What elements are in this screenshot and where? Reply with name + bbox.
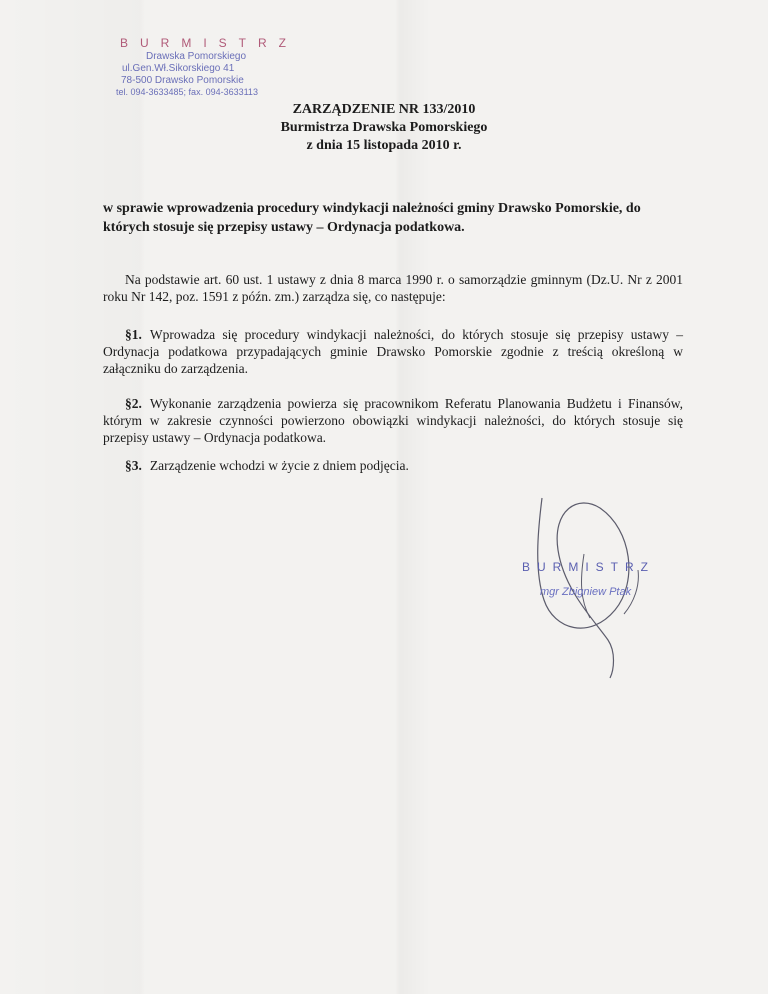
signature-stamp-title: BURMISTRZ bbox=[522, 560, 655, 574]
legal-basis-paragraph: Na podstawie art. 60 ust. 1 ustawy z dnia 8 marca 1990 r. o samorządzie gminnym (Dz.U. Nr z 2001 roku Nr 142, poz. 1591 z późn. zm.) zarządza się, co następuje: bbox=[103, 272, 683, 304]
paragraph-2-number: §2. bbox=[125, 396, 142, 411]
signature-block bbox=[520, 490, 700, 680]
document-issuer: Burmistrza Drawska Pomorskiego bbox=[280, 120, 488, 135]
paragraph-2-text: Wykonanie zarządzenia powierza się pracownikom Referatu Planowania Budżetu i Finansów, którym w zakresie czynności powierzono obowiązki windykacji należności, do których stosuje się przepisy ustawy – Ordynacja podatkowa. bbox=[103, 396, 683, 445]
document-title: ZARZĄDZENIE NR 133/2010 bbox=[292, 102, 476, 117]
stamp-line-city: 78-500 Drawsko Pomorskie bbox=[121, 75, 244, 86]
stamp-title: BURMISTRZ bbox=[120, 36, 298, 50]
signature-stamp-name: mgr Zbigniew Ptak bbox=[540, 586, 632, 598]
paragraph-1-text: Wprowadza się procedury windykacji należności, do których stosuje się przepisy ustawy – Ordynacja podatkowa przypadających gminie Drawsko Pomorskie zgodnie z treścią określoną w załączniku do zarządzenia. bbox=[103, 327, 683, 376]
paragraph-2 bbox=[103, 395, 683, 446]
paragraph-3 bbox=[103, 457, 683, 474]
stamp-line-phone: tel. 094-3633485; fax. 094-3633113 bbox=[116, 87, 258, 97]
paragraph-1-number: §1. bbox=[125, 327, 142, 342]
handwritten-signature bbox=[520, 490, 700, 680]
stamp-line-office: Drawska Pomorskiego bbox=[146, 51, 247, 62]
paragraph-1 bbox=[103, 326, 683, 377]
paragraph-3-number: §3. bbox=[125, 458, 142, 473]
stamp-line-street: ul.Gen.Wł.Sikorskiego 41 bbox=[122, 63, 235, 74]
paragraph-3-text: Zarządzenie wchodzi w życie z dniem podjęcia. bbox=[149, 458, 409, 473]
document-subject: w sprawie wprowadzenia procedury windykacji należności gminy Drawsko Pomorskie, do których stosuje się przepisy ustawy – Ordynacja podatkowa. bbox=[103, 201, 641, 235]
document-date: z dnia 15 listopada 2010 r. bbox=[306, 138, 462, 153]
